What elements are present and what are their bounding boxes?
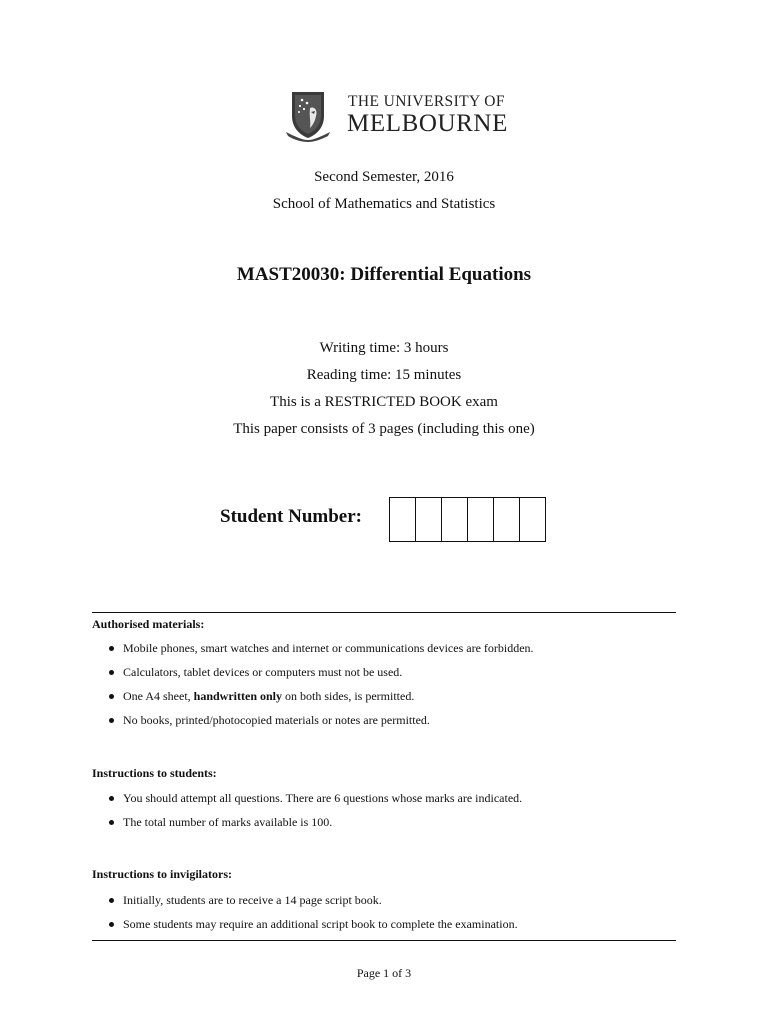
student-number-box[interactable]	[468, 498, 494, 541]
student-number-box[interactable]	[442, 498, 468, 541]
list-item-text: You should attempt all questions. There are 6 questions whose marks are indicated.	[123, 791, 523, 805]
instructions-students-heading: Instructions to students:	[92, 766, 217, 780]
top-divider	[92, 612, 676, 613]
list-item	[109, 917, 518, 941]
list-item-text-bold: handwritten only	[193, 689, 283, 703]
list-item	[109, 815, 522, 839]
bullet-icon	[109, 898, 114, 903]
book-type: This is a RESTRICTED BOOK exam	[270, 394, 498, 410]
authorised-materials-heading: Authorised materials:	[92, 617, 205, 631]
list-item-text-before: One A4 sheet,	[123, 689, 194, 703]
page-number: Page 1 of 3	[356, 966, 412, 980]
list-item-text: No books, printed/photocopied materials or notes are permitted.	[123, 713, 430, 727]
bullet-icon	[109, 922, 114, 927]
instructions-students-list	[109, 791, 522, 839]
list-item-text: The total number of marks available is 100.	[123, 815, 333, 829]
page-count: This paper consists of 3 pages (including this one)	[233, 421, 535, 437]
list-item-text: Some students may require an additional script book to complete the examination.	[123, 917, 518, 931]
logo-line-2: MELBOURNE	[347, 110, 508, 137]
student-number-label: Student Number:	[220, 506, 362, 527]
bullet-icon	[109, 670, 114, 675]
bullet-icon	[109, 694, 114, 699]
list-item	[109, 665, 534, 689]
list-item	[109, 791, 522, 815]
student-number-box[interactable]	[390, 498, 416, 541]
bullet-icon	[109, 718, 114, 723]
list-item-text: Initially, students are to receive a 14 page script book.	[123, 893, 382, 907]
instructions-invigilators-heading: Instructions to invigilators:	[92, 867, 233, 881]
semester: Second Semester, 2016	[314, 169, 454, 185]
reading-time: Reading time: 15 minutes	[306, 367, 462, 383]
university-logo	[284, 90, 508, 142]
list-item-text: Calculators, tablet devices or computers must not be used.	[123, 665, 403, 679]
course-title: MAST20030: Differential Equations	[236, 264, 532, 285]
student-number-box[interactable]	[416, 498, 442, 541]
student-number-box[interactable]	[494, 498, 520, 541]
university-crest-icon	[284, 90, 340, 142]
bottom-divider	[92, 940, 676, 941]
bullet-icon	[109, 796, 114, 801]
list-item	[109, 641, 534, 665]
instructions-invigilators-list	[109, 893, 518, 941]
writing-time: Writing time: 3 hours	[319, 340, 449, 356]
list-item	[109, 713, 534, 737]
list-item	[109, 893, 518, 917]
authorised-materials-list	[109, 641, 534, 737]
student-number-box[interactable]	[520, 498, 545, 541]
school-name: School of Mathematics and Statistics	[272, 196, 496, 212]
list-item-text: Mobile phones, smart watches and internet or communications devices are forbidden.	[123, 641, 534, 655]
bullet-icon	[109, 646, 114, 651]
list-item	[109, 689, 534, 713]
list-item-text-after: on both sides, is permitted.	[282, 689, 415, 703]
bullet-icon	[109, 820, 114, 825]
logo-line-1: THE UNIVERSITY OF	[348, 93, 505, 110]
student-number-boxes[interactable]	[389, 497, 546, 542]
